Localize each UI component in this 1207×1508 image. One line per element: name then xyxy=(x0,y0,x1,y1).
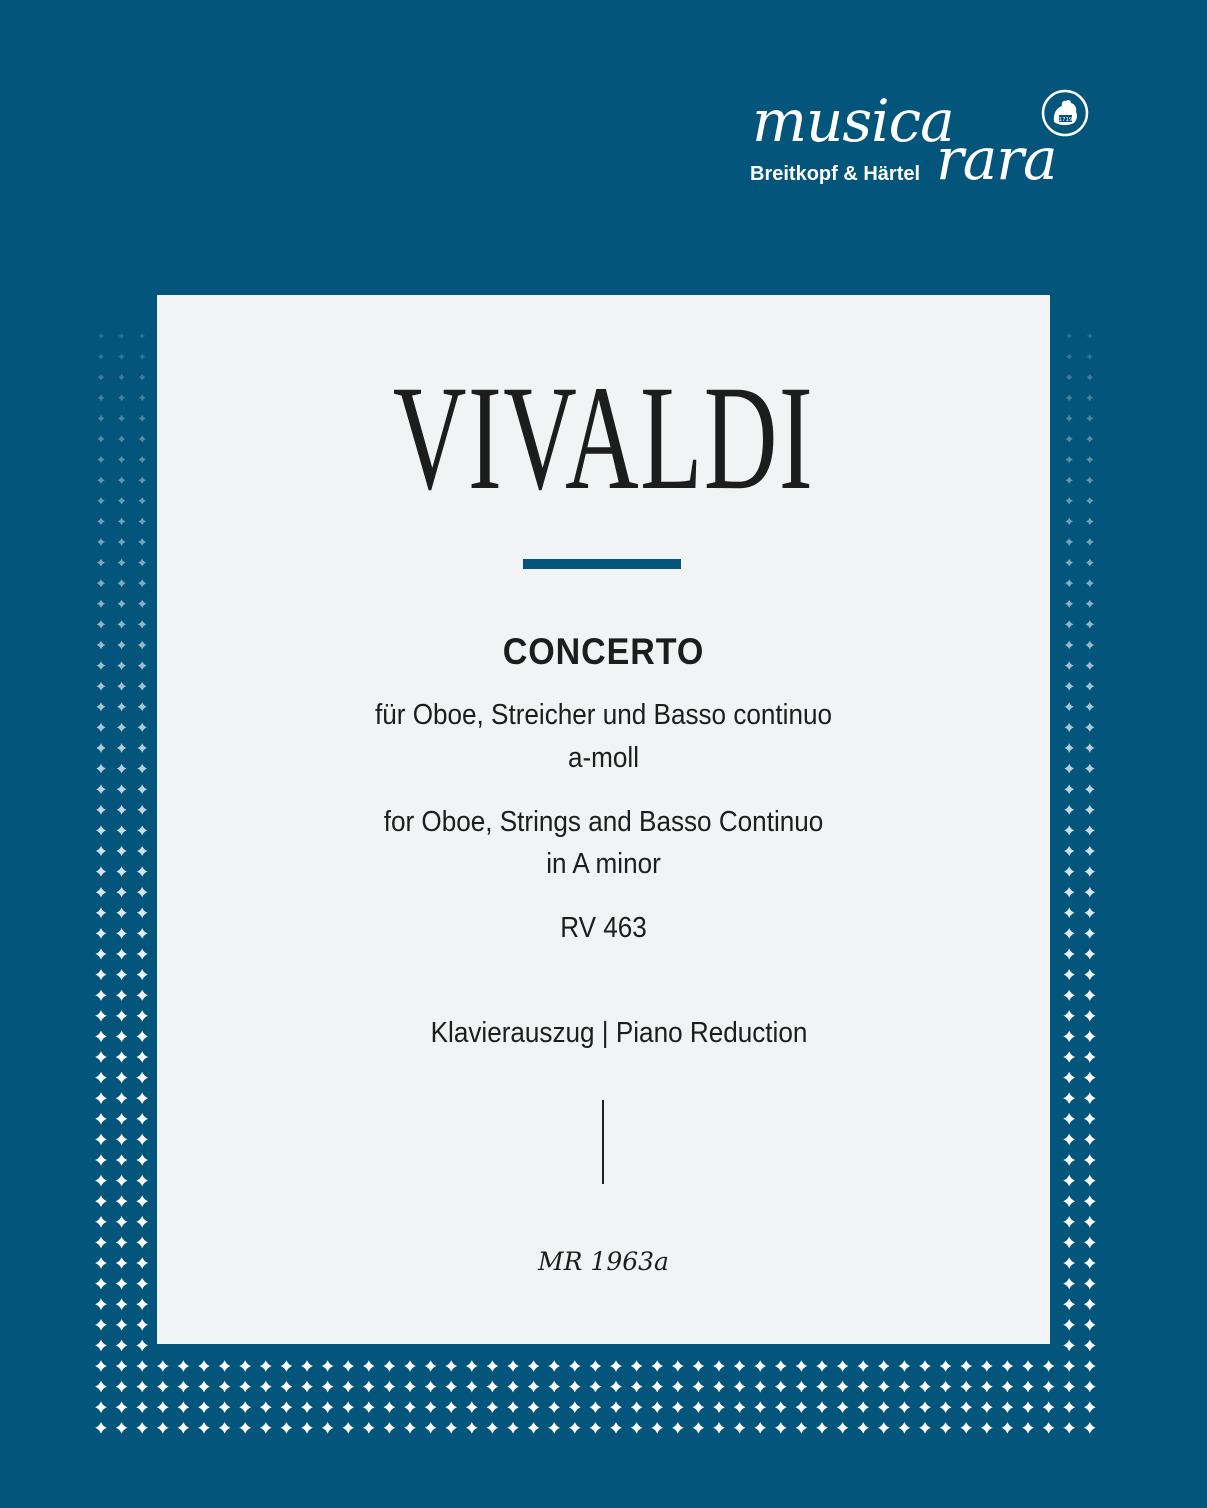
composer-name: VIVALDI xyxy=(392,355,815,521)
bear-emblem-icon xyxy=(1040,88,1090,138)
key-german: a-moll xyxy=(567,742,640,774)
accent-rule xyxy=(523,559,681,569)
key-english: in A minor xyxy=(546,848,661,880)
title-panel xyxy=(157,295,1050,1344)
logo-rara: rara xyxy=(936,125,1057,193)
publisher-logo xyxy=(748,87,1098,202)
edition-type: Klavierauszug | Piano Reduction xyxy=(430,1017,808,1049)
work-title: CONCERTO xyxy=(502,631,705,672)
vertical-divider xyxy=(602,1100,604,1184)
edition-number: MR 1963a xyxy=(538,1247,669,1276)
catalog-number: RV 463 xyxy=(560,912,647,944)
emblem-year: 1719 xyxy=(1058,117,1073,123)
publisher-name: Breitkopf & Härtel xyxy=(750,163,921,185)
subtitle-english: for Oboe, Strings and Basso Continuo xyxy=(383,806,824,838)
subtitle-german: für Oboe, Streicher und Basso continuo xyxy=(374,699,833,731)
logo-musica: musica xyxy=(752,87,954,155)
